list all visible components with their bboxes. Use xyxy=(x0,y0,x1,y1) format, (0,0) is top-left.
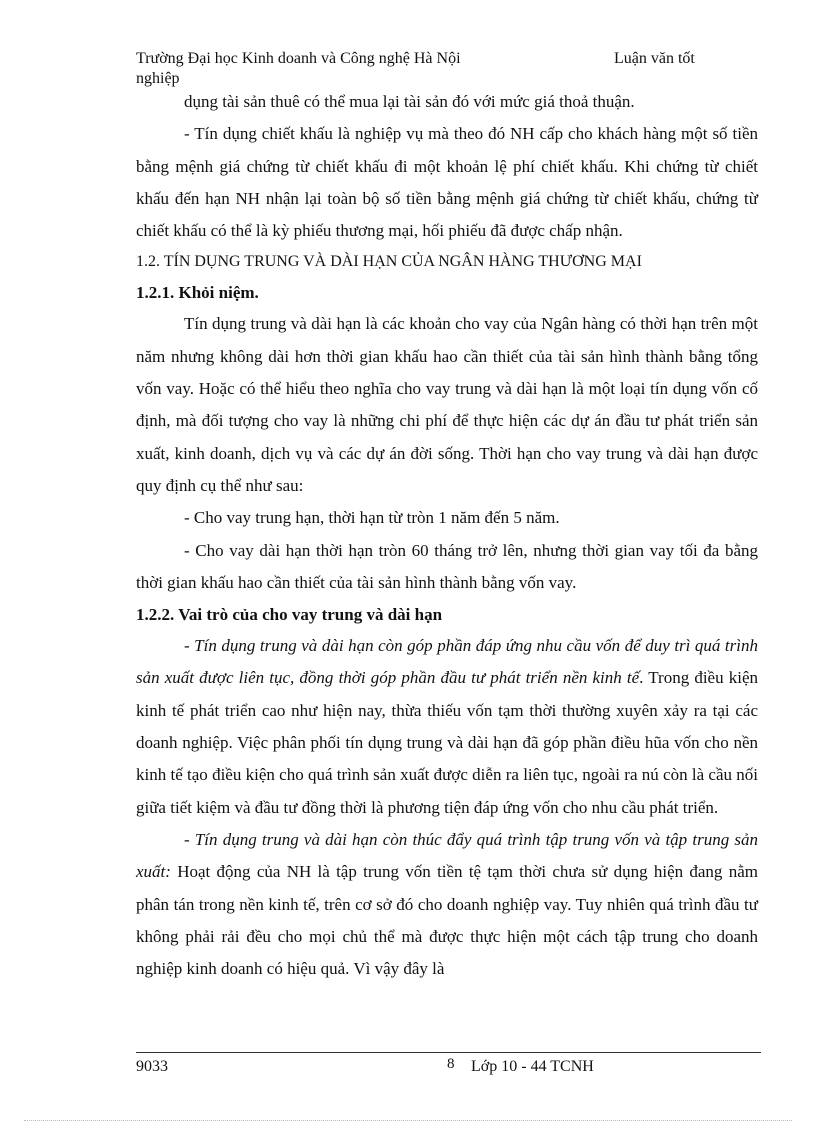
paragraph-lease-end: dụng tài sản thuê có thể mua lại tài sản đó với mức giá thoả thuận. xyxy=(184,92,635,111)
subsection-heading-concept: 1.2.1. Khỏi niệm. xyxy=(136,283,259,303)
paragraph-role-concentration xyxy=(136,824,758,985)
page-header xyxy=(136,49,762,89)
paragraph-definition: Tín dụng trung và dài hạn là các khoản cho vay của Ngân hàng có thời hạn trên một năm nhưng không dài hơn thời gian khấu hao cần thiết của tài sản hình thành bằng tổng vốn vay. Hoặc có thể hiểu theo nghĩa cho vay trung và dài hạn là một loại tín dụng vốn cố định, mà đối tượng cho vay là những chi phí để thực hiện các dự án đầu tư phát triển sản xuất, kinh doanh, dịch vụ và các dự án đời sống. Thời hạn cho vay trung và dài hạn được quy định cụ thể như sau: xyxy=(136,314,758,495)
section-heading: 1.2. TÍN DỤNG TRUNG VÀ DÀI HẠN CỦA NGÂN HÀNG THƯƠNG MẠI xyxy=(136,253,642,271)
header-continuation: nghiệp xyxy=(136,70,180,87)
paragraph-role-capital-body: . Trong điều kiện kinh tế phát triển cao như hiện nay, thừa thiếu vốn tạm thời thường xuyên xảy ra tại các doanh nghiệp. Việc phân phối tín dụng trung và dài hạn đã góp phần điều hũa vốn cho nền kinh tế tạo điều kiện cho quá trình sản xuất được diễn ra liên tục, ngoài ra nú còn là cầu nối giữa tiết kiệm và đầu tư đồng thời là phương tiện đáp ứng vốn cho nhu cầu phát triển. xyxy=(136,668,758,817)
footer-page-number: 8 xyxy=(447,1056,455,1072)
header-school: Trường Đại học Kinh doanh và Công nghệ Hà Nội xyxy=(136,50,461,67)
paragraph-role-concentration-body: Hoạt động của NH là tập trung vốn tiền tệ tạm thời chưa sử dụng hiện đang nằm phân tán trong nền kinh tế, trên cơ sở đó cho doanh nghiệp vay. Tuy nhiên quá trình đầu tư không phải rải đều cho mọi chủ thể mà được thực hiện một cách tập trung cho doanh nghiệp kinh doanh có hiệu quả. Vì vậy đây là xyxy=(136,862,758,979)
page-bottom-edge xyxy=(24,1120,792,1121)
paragraph-role-capital-lead: - Tín dụng trung và dài hạn còn góp phần đáp ứng nhu cầu vốn để duy trì quá trình sản xuất được liên tục, đồng thời góp phần đầu tư phát triển nền kinh tế xyxy=(136,636,758,688)
footer-code: 9033 xyxy=(136,1058,168,1075)
footer-divider xyxy=(136,1052,761,1053)
paragraph-long-term: - Cho vay dài hạn thời hạn tròn 60 tháng trở lên, nhưng thời gian vay tối đa bằng thời gian khấu hao cần thiết của tài sản hình thành bằng vốn vay. xyxy=(136,540,758,592)
header-thesis-label: Luận văn tốt xyxy=(614,50,695,67)
paragraph-medium-term: - Cho vay trung hạn, thời hạn từ tròn 1 năm đến 5 năm. xyxy=(184,508,560,528)
footer-class: Lớp 10 - 44 TCNH xyxy=(471,1058,594,1075)
subsection-heading-role: 1.2.2. Vai trò của cho vay trung và dài hạn xyxy=(136,605,443,625)
paragraph-discount-credit: - Tín dụng chiết khấu là nghiệp vụ mà theo đó NH cấp cho khách hàng một số tiền bằng mệnh giá chứng từ chiết khấu đi một khoản lệ phí chiết khấu. Khi chứng từ chiết khấu đến hạn NH nhận lại toàn bộ số tiền bằng mệnh giá chứng từ chiết khấu, chứng từ chiết khấu có thể là kỳ phiếu thương mại, hối phiếu đã được chấp nhận. xyxy=(136,124,758,241)
paragraph-role-capital xyxy=(136,630,758,824)
paragraph-role-concentration-lead: - Tín dụng trung và dài hạn còn thúc đẩy quá trình tập trung vốn và tập trung sản xuất: xyxy=(136,829,758,882)
page-body xyxy=(136,86,758,985)
